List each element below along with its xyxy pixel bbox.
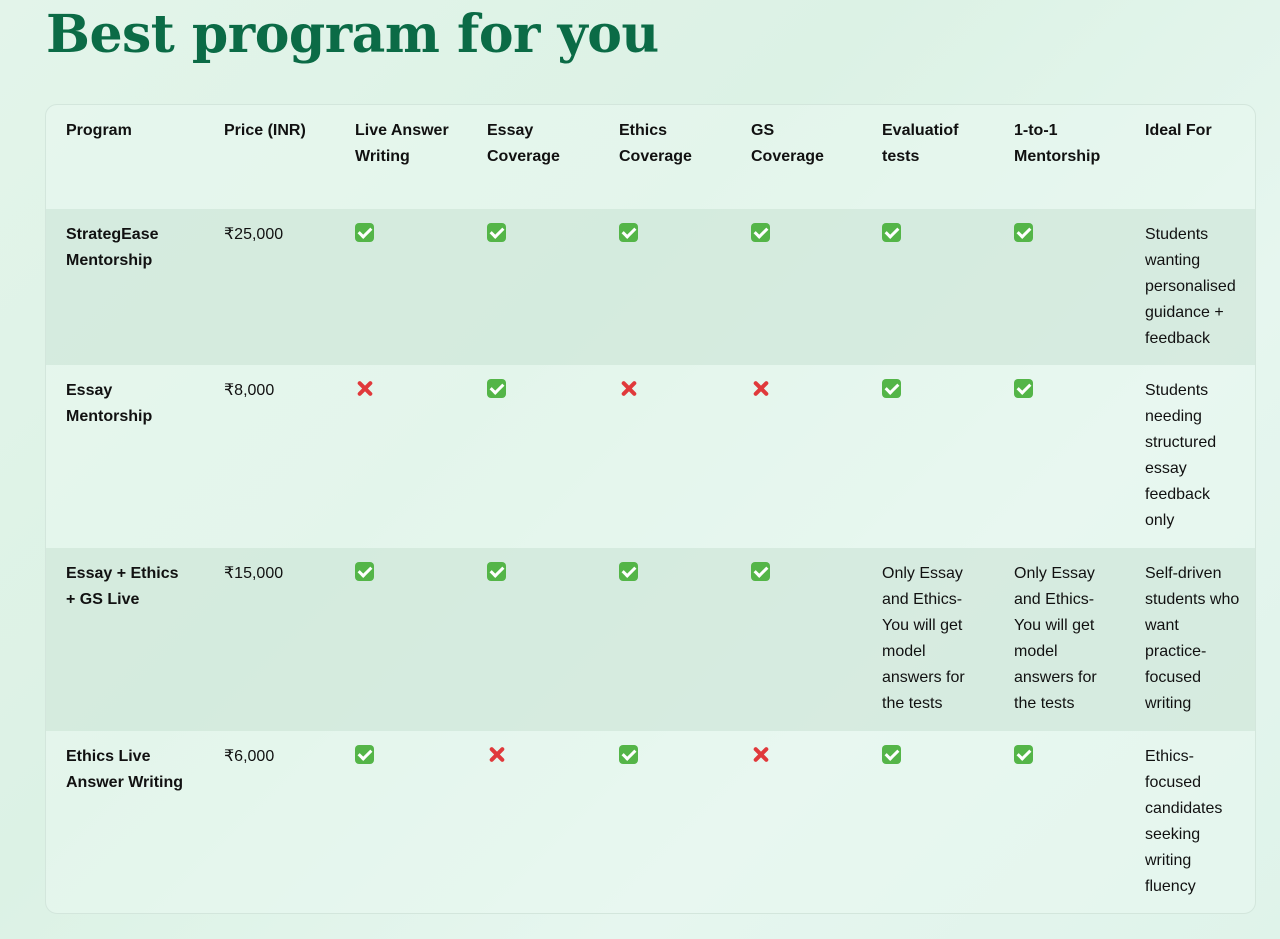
table-row [46,548,1255,731]
gs-coverage-cell [731,731,862,913]
program-name: Essay Mentorship [66,382,153,425]
mentorship-cell [994,365,1125,548]
mentorship-cell [994,209,1125,365]
ideal-for-cell: Ethics-focused candidates seeking writing fluency [1145,748,1223,895]
header-gs-coverage: GS Coverage [751,122,824,165]
green-check-icon [1014,379,1033,398]
green-check-icon [487,379,506,398]
evaluation-tests-cell [862,548,994,731]
evaluation-tests-cell [862,365,994,548]
ethics-coverage-cell [599,209,731,365]
mentorship-cell [994,548,1125,731]
green-check-icon [882,379,901,398]
ethics-coverage-cell [599,548,731,731]
program-name: Ethics Live Answer Writing [66,748,184,791]
essay-coverage-cell [467,731,599,913]
feature-note: Only Essay and Ethics- You will get model answers for the tests [882,565,965,712]
live-answer-writing-cell [335,731,467,913]
green-check-icon [751,223,770,242]
table-row [46,209,1255,365]
essay-coverage-cell [467,365,599,548]
green-check-icon [487,562,506,581]
essay-coverage-cell [467,209,599,365]
green-check-icon [1014,745,1033,764]
table-row [46,365,1255,548]
header-essay-coverage: Essay Coverage [487,122,560,165]
green-check-icon [751,562,770,581]
header-evaluation-tests: Evaluatiof tests [882,122,959,165]
live-answer-writing-cell [335,365,467,548]
evaluation-tests-cell [862,731,994,913]
page-title: Best program for you [46,4,659,65]
ideal-for-cell: Students needing structured essay feedback only [1145,382,1217,529]
program-price: ₹25,000 [224,226,284,243]
gs-coverage-cell [731,209,862,365]
feature-note: Only Essay and Ethics- You will get model answers for the tests [1014,565,1097,712]
table-header [46,105,1255,209]
red-cross-icon [487,745,506,764]
red-cross-icon [619,379,638,398]
gs-coverage-cell [731,365,862,548]
table-row [46,731,1255,913]
header-mentorship: 1-to-1 Mentorship [1014,122,1101,165]
red-cross-icon [751,379,770,398]
program-name: Essay + Ethics + GS Live [66,565,179,608]
program-price: ₹6,000 [224,748,275,765]
gs-coverage-cell [731,548,862,731]
header-program: Program [66,122,132,139]
header-ideal-for: Ideal For [1145,122,1212,139]
green-check-icon [882,223,901,242]
header-live-answer-writing: Live Answer Writing [355,122,449,165]
header-price: Price (INR) [224,122,306,139]
live-answer-writing-cell [335,548,467,731]
program-comparison-table [46,105,1255,913]
green-check-icon [355,223,374,242]
header-row [46,105,1255,209]
green-check-icon [619,745,638,764]
green-check-icon [355,745,374,764]
red-cross-icon [751,745,770,764]
ideal-for-cell: Students wanting personalised guidance + feedback [1145,226,1236,347]
evaluation-tests-cell [862,209,994,365]
red-cross-icon [355,379,374,398]
live-answer-writing-cell [335,209,467,365]
essay-coverage-cell [467,548,599,731]
green-check-icon [487,223,506,242]
table-body [46,209,1255,913]
green-check-icon [355,562,374,581]
header-ethics-coverage: Ethics Coverage [619,122,692,165]
ethics-coverage-cell [599,365,731,548]
program-price: ₹8,000 [224,382,275,399]
green-check-icon [1014,223,1033,242]
mentorship-cell [994,731,1125,913]
program-name: StrategEase Mentorship [66,226,159,269]
ideal-for-cell: Self-driven students who want practice-focused writing [1145,565,1240,712]
green-check-icon [882,745,901,764]
green-check-icon [619,562,638,581]
program-price: ₹15,000 [224,565,284,582]
green-check-icon [619,223,638,242]
program-comparison-card [45,104,1256,914]
ethics-coverage-cell [599,731,731,913]
